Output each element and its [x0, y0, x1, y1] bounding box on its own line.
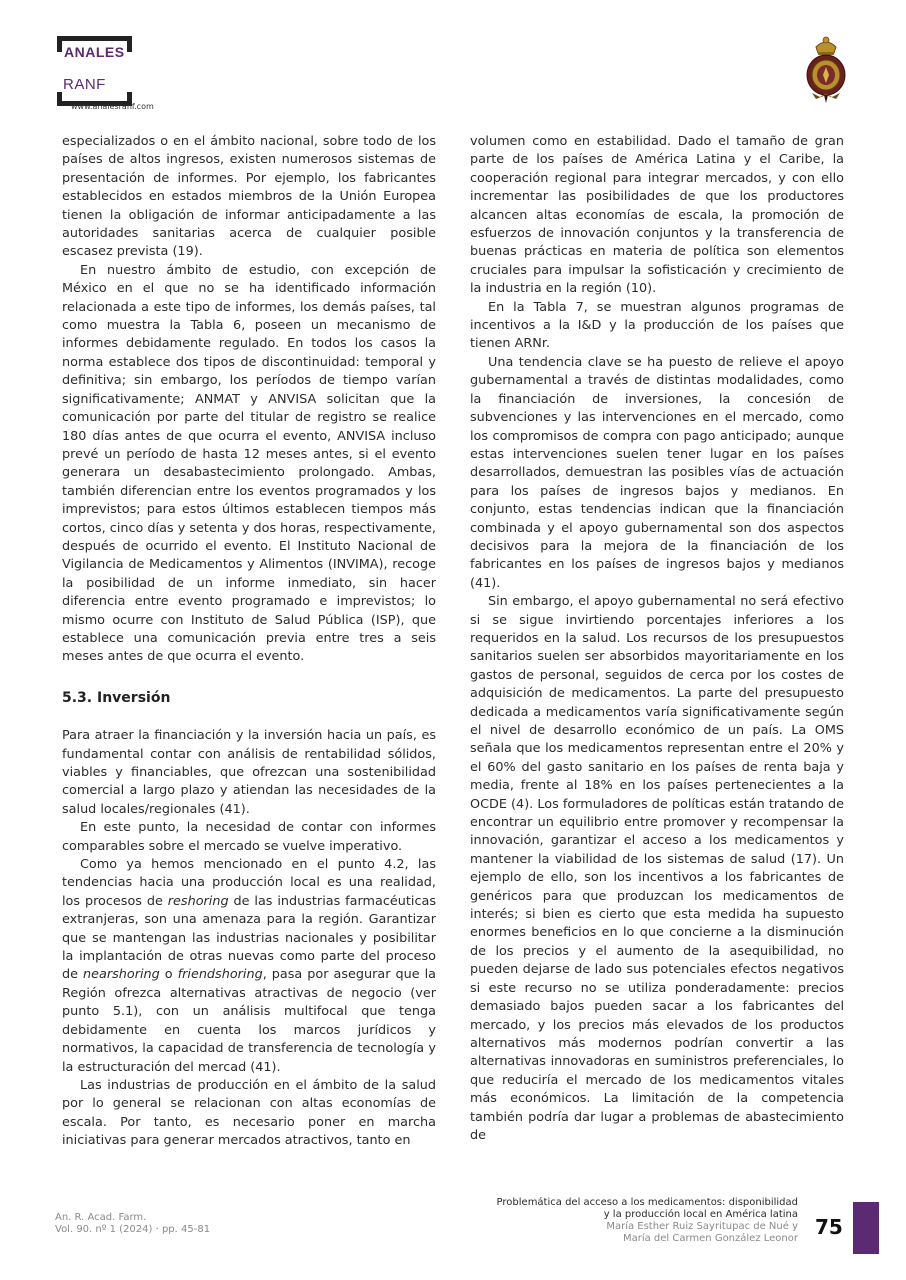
text-run: o — [159, 967, 178, 983]
article-authors-line: María Esther Ruiz Sayritupac de Nué y — [606, 1221, 798, 1232]
paragraph: En este punto, la necesidad de contar con informes comparables sobre el mercado se vuelve imperativo. — [62, 820, 436, 854]
section-heading: 5.3. Inversión — [62, 689, 171, 706]
journal-url: www.analesranf.com — [71, 102, 154, 111]
journal-name: An. R. Acad. Farm. — [55, 1212, 147, 1223]
paragraph: Las industrias de producción en el ámbito de la salud por lo general se relacionan con altas economías de escala. Por tanto, es necesario poner en marcha iniciativas para generar mercados atractivos, tanto en — [62, 1077, 436, 1149]
paragraph: volumen como en estabilidad. Dado el tamaño de gran parte de los países de América Latina y el Caribe, la cooperación regional para integrar mercados, y con ello incrementar las posibilidades de que los productores alcancen altas economías de escala, la promoción de esfuerzos de innovación conjuntos y la transferencia de buenas prácticas en materia de política son elementos cruciales para impulsar la sofisticación y crecimiento de la industria en la región (10). — [470, 134, 844, 297]
paragraph: Para atraer la financiación y la inversión hacia un país, es fundamental contar con análisis de rentabilidad sólidos, viables y financiables, que ofrezcan una sostenibilidad comercial a largo plazo y atiendan las necesidades de la salud locales/regionales (41). — [62, 728, 436, 817]
journal-volume: Vol. 90. nº 1 (2024) · pp. 45-81 — [55, 1224, 211, 1235]
paragraph: En nuestro ámbito de estudio, con excepción de México en el que no se ha identificado información relacionada a este tipo de informes, los demás países, tal como muestra la Tabla 6, poseen un mecanismo de informes debidamente regulado. En todos los casos la norma establece dos tipos de discontinuidad: temporal y definitiva; sin embargo, los períodos de tiempo varían significativamente; ANMAT y ANVISA solicitan que la comunicación por parte del titular de registro se realice 180 días antes de que ocurra el evento, ANVISA incluso prevé un período de hasta 12 meses antes, si el evento generara un desabastecimiento prolongado. Ambas, también diferencian entre los eventos programados y los imprevistos; para estos últimos establecen tiempos más cortos, cinco días y setenta y dos horas, respectivamente, después de ocurrido el evento. El Instituto Nacional de Vigilancia de Medicamentos y Alimentos (INVIMA), recoge la posibilidad de un informe inmediato, sin hacer diferencia entre evento programado e imprevistos; lo mismo ocurre con Instituto de Salud Pública (ISP), que establece una comunicación previa entre tres a seis meses antes de que ocurra el evento. — [62, 262, 436, 665]
emphasis: reshoring — [167, 893, 229, 909]
text-run: de las industrias farmacéuticas extranjeras, son una amenaza para la región. Garantizar que se mantengan las industrias nacionales y posibilitar la implantación de otras nuevas como parte del proceso de — [62, 893, 436, 983]
paragraph: Sin embargo, el apoyo gubernamental no será efectivo si se sigue invirtiendo porcentajes inferiores a los requeridos en la salud. Los recursos de los presupuestos sanitarios suelen ser absorbidos mayoritariamente en los gastos de personal, seguidos de cerca por los costes de adquisición de medicamentos. La parte del presupuesto dedicada a medicamentos varía significativamente según el nivel de desarrollo económico de un país. La OMS señala que los medicamentos representan entre el 20% y el 60% del gasto sanitario en los países de renta baja y media, frente al 18% en los países pertenecientes a la OCDE (4). Los formuladores de políticas están tratando de encontrar un equilibrio entre promover y recompensar la innovación, garantizar el acceso a los medicamentos y mantener la viabilidad de los sistemas de salud (17). Un ejemplo de ello, son los incentivos a los fabricantes de genéricos para que produzcan los medicamentos de interés; si bien es cierto que esta medida ha supuesto enormes beneficios en lo que concierne a la disminución de los precios y el aumento de la asequibilidad, no pueden dejarse de lado sus potenciales efectos negativos si este recurso no se utiliza ponderadamente: precios demasiado bajos pueden sacar a los fabricantes del mercado, y los precios más elevados de los productos alternativos más modernos podrían convertir a las alternativas innovadoras en suministros preferenciales, lo que reduciría el mercado de los medicamentos vitales más económicos. La limitación de la competencia también podría dar lugar a problemas de abastecimiento de — [470, 594, 844, 1143]
article-footer — [497, 1197, 798, 1245]
paragraph: En la Tabla 7, se muestran algunos programas de incentivos a la I&D y la producción de los países que tienen ARNr. — [470, 299, 844, 352]
text-run: Como ya hemos mencionado en el punto 4.2, las tendencias hacia una producción local es una realidad, los procesos de — [62, 857, 436, 909]
left-column — [62, 133, 436, 1151]
emphasis: nearshoring — [83, 967, 160, 983]
paragraph — [62, 856, 436, 1077]
article-title-line: y la producción local en América latina — [603, 1209, 798, 1220]
emphasis: friendshoring — [177, 967, 263, 983]
article-title-line: Problemática del acceso a los medicamentos: disponibilidad — [496, 1197, 798, 1208]
logo-ranf-text: RANF — [63, 76, 106, 93]
page-number: 75 — [815, 1215, 843, 1239]
text-run: , pasa por asegurar que la Región ofrezca alternativas atractivas de negocio (ver punto 5.1), con un análisis multifocal que tenga debidamente en cuenta los marcos jurídicos y normativos, la capacidad de transferencia de tecnología y la estructuración del mercad (41). — [62, 967, 437, 1075]
academy-crest-icon — [802, 33, 850, 105]
article-authors-line: María del Carmen González Leonor — [622, 1233, 798, 1244]
accent-bar — [853, 1202, 879, 1254]
journal-logo — [57, 36, 187, 116]
paragraph: Una tendencia clave se ha puesto de relieve el apoyo gubernamental a través de distintas modalidades, como la financiación de inversiones, la concesión de subvenciones y las intervenciones en el mercado, como los compromisos de compra con pago anticipado; aunque estas intervenciones suelen tener lugar en los países desarrollados, demuestran las posibles vías de actuación para los países de ingresos bajos y medianos. En conjunto, estas tendencias indican que la financiación combinada y el apoyo gubernamental son dos aspectos decisivos para la mejora de la financiación de los fabricantes en los países de ingresos bajos y medianos (41). — [470, 354, 844, 591]
paragraph: especializados o en el ámbito nacional, sobre todo de los países de altos ingresos, existen numerosos sistemas de presentación de informes. Por ejemplo, los fabricantes establecidos en estados miembros de la Unión Europea tienen la obligación de informar anticipadamente a las autoridades sanitarias acerca de cualquier posible escasez prevista (19). — [62, 134, 436, 260]
right-column — [470, 133, 844, 1145]
logo-anales-text: ANALES — [64, 44, 125, 60]
journal-citation — [55, 1212, 210, 1236]
